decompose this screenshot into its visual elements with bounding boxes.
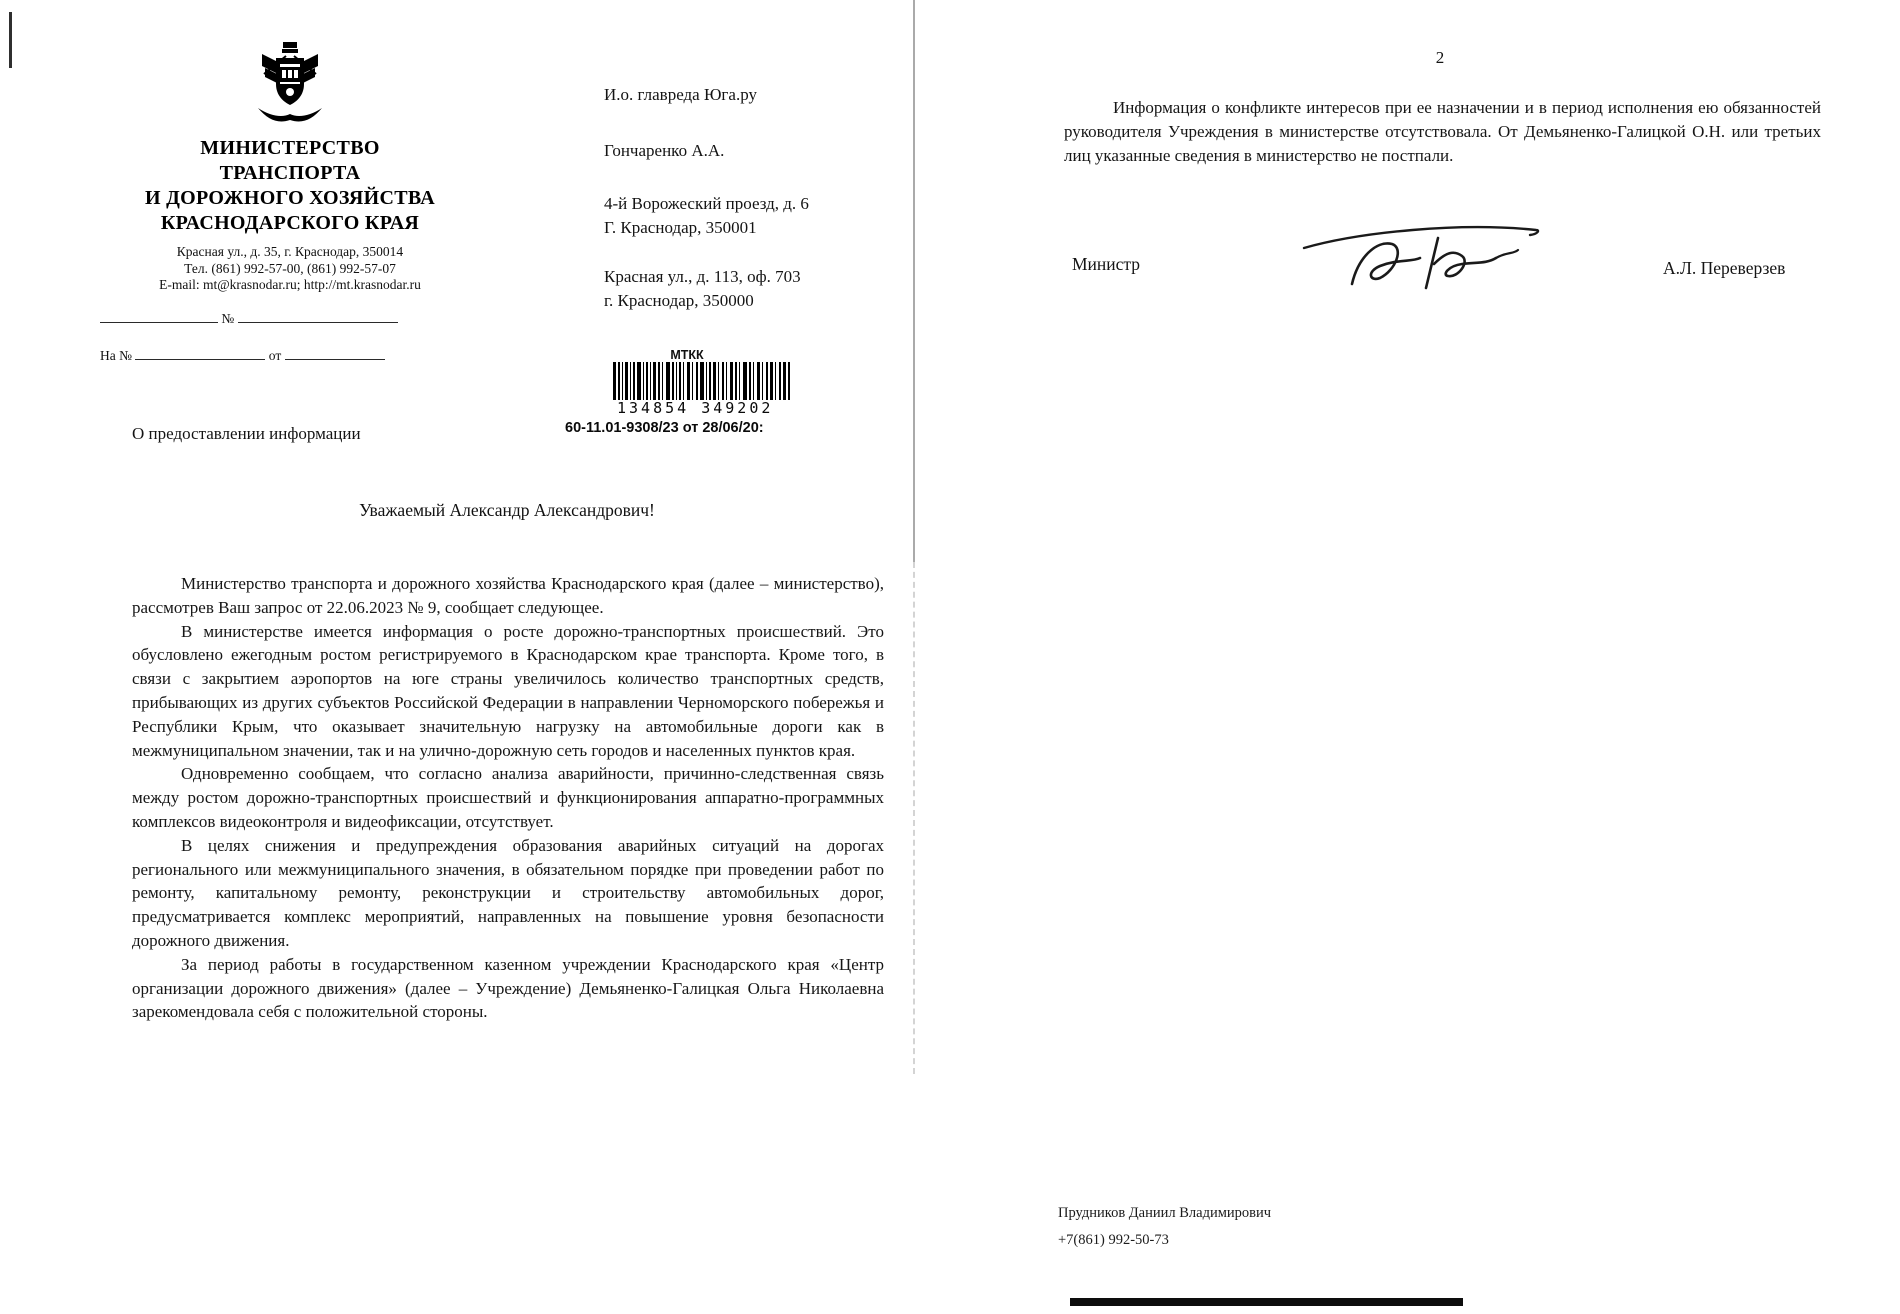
recipient-line: г. Краснодар, 350000: [604, 291, 754, 310]
recipient-block: [604, 84, 904, 312]
contact-phone: +7(861) 992-50-73: [1058, 1232, 1169, 1248]
recipient-line: 4-й Ворожеский проезд, д. 6: [604, 194, 809, 213]
ot-label: от: [268, 348, 282, 363]
body-paragraph: За период работы в государственном казенном учреждении Краснодарского края «Центр организации дорожного движения» (далее – Учреждение) Демьяненко-Галицкая Ольга Николаевна зарекомендовала себя с положительной стороны.: [132, 954, 884, 1022]
ministry-name-line: И ДОРОЖНОГО ХОЗЯЙСТВА: [144, 187, 436, 209]
salutation: Уважаемый Александр Александрович!: [359, 500, 655, 520]
scan-artifact-tick: [9, 12, 12, 68]
recipient-line: Г. Краснодар, 350001: [604, 218, 757, 237]
body-paragraph: В целях снижения и предупреждения образования аварийных ситуаций на дорогах регионального или межмуниципального значения, в обязательном порядке при проведении работ по ремонту, капитальному ремонту, реконструкции и строительству автомобильных дорог, предусматривается комплекс мероприятий, направленных на повышение уровня безопасности дорожного движения.: [132, 835, 884, 950]
body-paragraph: Министерство транспорта и дорожного хозяйства Краснодарского края (далее – министерство), рассмотрев Ваш запрос от 22.06.2023 № 9, сообщает следующее.: [132, 574, 884, 617]
na-label: На №: [100, 348, 132, 363]
incoming-number-line: [100, 347, 490, 364]
barcode-number: 134854 349202: [617, 399, 774, 417]
blank-line: [100, 310, 218, 323]
recipient-line: Гончаренко А.А.: [604, 141, 725, 160]
body-paragraph: Одновременно сообщаем, что согласно анализа аварийности, причинно-следственная связь между ростом дорожно-транспортных происшествий и функционирования аппаратно-программных комплексов видеоконтроля и видеофиксации, отсутствует.: [132, 764, 884, 831]
blank-line: [238, 310, 398, 323]
letter-body-continued: [1064, 96, 1821, 167]
executor-contact: [1058, 1200, 1271, 1254]
reference-lines: [100, 310, 490, 384]
letterhead-phone: Тел. (861) 992-57-00, (861) 992-57-07: [184, 260, 396, 276]
letterhead-address: Красная ул., д. 35, г. Краснодар, 350014: [176, 244, 404, 259]
scan-artifact-bottom-bar: [1070, 1298, 1463, 1306]
body-paragraph: В министерстве имеется информация о росте дорожно-транспортных происшествий. Это обусловлено ежегодным ростом регистрируемого в Краснодарском крае транспорта. Кроме того, в связи с закрытием аэропортов на юге страны увеличилось количество транспортных средств, прибывающих из других субъектов Российской Федерации в направлении Черноморского побережья и Республики Крым, что оказывает значительную нагрузку на автомобильные дороги как в межмуниципальном значении, так и на улично-дорожную сеть городов и населенных пунктов края.: [132, 621, 884, 760]
signature-scribble: [1300, 218, 1550, 302]
coat-of-arms-emblem: [252, 40, 328, 126]
outgoing-number-line: [100, 310, 490, 327]
signer-title: Министр: [1072, 254, 1141, 274]
recipient-line: И.о. главреда Юга.ру: [604, 85, 757, 104]
blank-line: [135, 347, 265, 360]
registration-stamp: [565, 348, 805, 436]
ministry-name-line: КРАСНОДАРСКОГО КРАЯ: [160, 212, 420, 234]
number-sign: №: [221, 311, 235, 326]
page-number: 2: [1435, 48, 1445, 67]
subject-line: О предоставлении информации: [132, 424, 361, 443]
page-divider-line: [913, 0, 915, 562]
ministry-name-line: МИНИСТЕРСТВО: [200, 137, 380, 159]
signer-name: А.Л. Переверзев: [1663, 258, 1786, 278]
body-paragraph: Информация о конфликте интересов при ее назначении и в период исполнения ею обязанностей руководителя Учреждения в министерстве отсутствовала. От Демьяненко-Галицкой О.Н. или третьих лиц указанные сведения в министерство не постпали.: [1064, 98, 1821, 165]
reference-number: 60-11.01-9308/23 от 28/06/20:: [565, 420, 764, 436]
ministry-name-line: ТРАНСПОРТА: [219, 162, 361, 184]
letterhead-email: E-mail: mt@krasnodar.ru; http://mt.krasnodar.ru: [159, 277, 421, 292]
letter-body: [132, 572, 884, 1024]
stamp-label: МТКК: [670, 348, 704, 362]
ministry-name: [90, 136, 490, 236]
letterhead: [90, 40, 490, 294]
contact-name: Прудников Даниил Владимирович: [1058, 1205, 1272, 1221]
blank-line: [285, 347, 385, 360]
letterhead-contacts: [90, 244, 490, 294]
recipient-line: Красная ул., д. 113, оф. 703: [604, 267, 801, 286]
page-divider-line-dashed: [913, 562, 915, 1074]
